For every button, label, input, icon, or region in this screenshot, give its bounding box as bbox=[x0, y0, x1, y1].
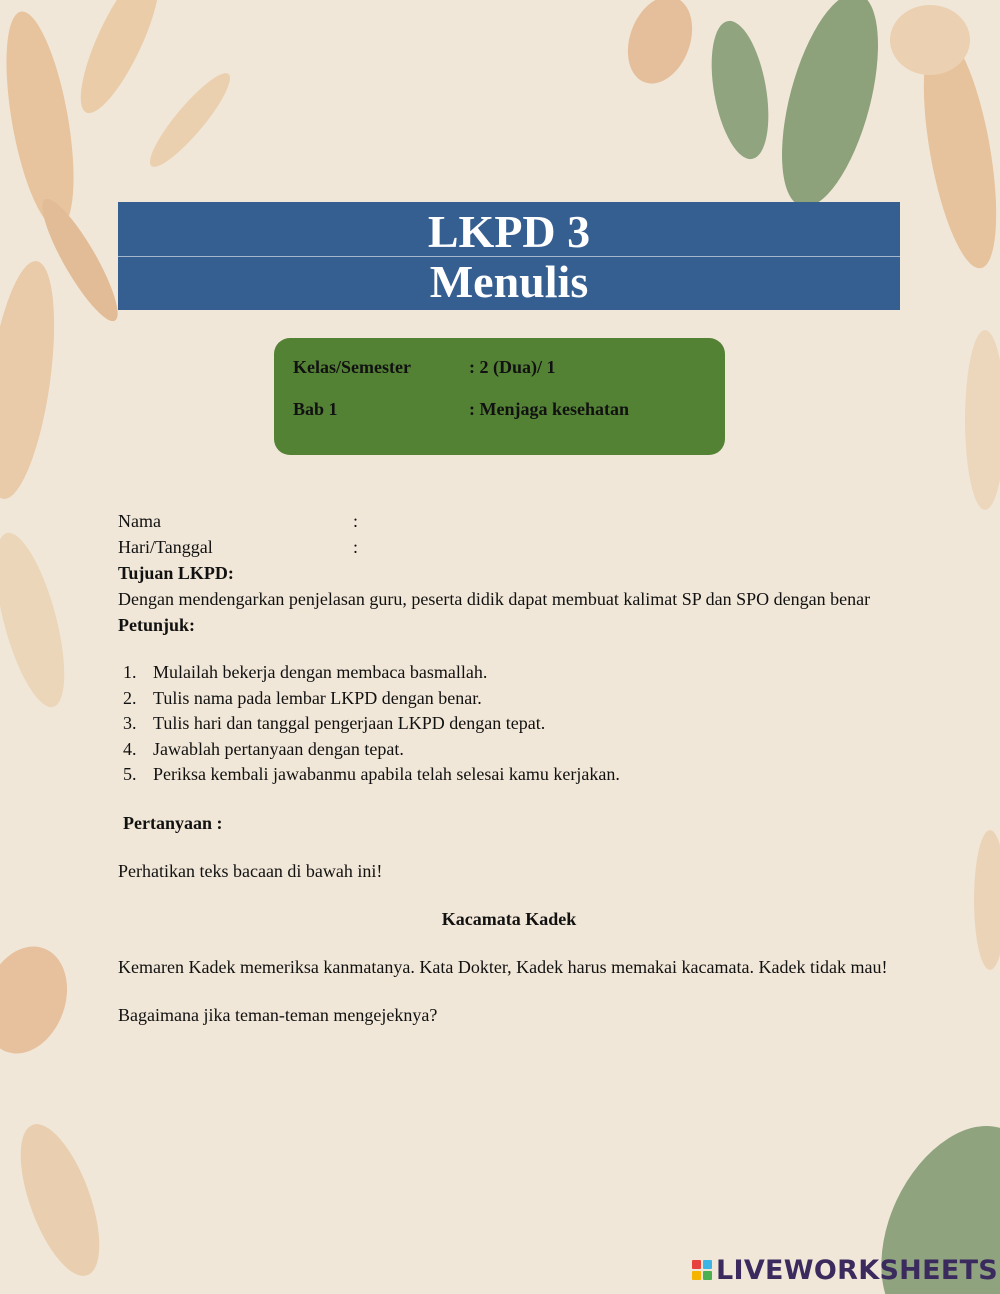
title-lkpd-number: LKPD 3 bbox=[427, 206, 591, 257]
list-item bbox=[118, 660, 900, 686]
story-paragraph: Kemaren Kadek memeriksa kanmatanya. Kata Dokter, Kadek harus memakai kacamata. Kadek tidak mau! bbox=[118, 956, 888, 977]
list-item bbox=[118, 737, 900, 763]
list-item bbox=[118, 686, 900, 712]
field-label: Nama bbox=[118, 511, 161, 531]
list-number: 2. bbox=[123, 687, 137, 708]
title-banner bbox=[118, 202, 900, 310]
info-label: Bab 1 bbox=[293, 399, 338, 419]
class-info-box bbox=[274, 338, 725, 455]
tujuan-text: Dengan mendengarkan penjelasan guru, peserta didik dapat membuat kalimat SP dan SPO dengan benar bbox=[118, 589, 871, 609]
list-item bbox=[118, 762, 900, 788]
field-colon: : bbox=[353, 537, 359, 557]
logo-block bbox=[692, 1271, 701, 1280]
story-title: Kacamata Kadek bbox=[441, 908, 577, 929]
list-text: Mulailah bekerja dengan membaca basmallah. bbox=[153, 662, 488, 682]
list-number: 1. bbox=[123, 662, 137, 682]
list-text: Tulis nama pada lembar LKPD dengan benar. bbox=[153, 687, 482, 708]
title-subject: Menulis bbox=[429, 256, 589, 307]
reading-instruction: Perhatikan teks bacaan di bawah ini! bbox=[118, 860, 383, 881]
petunjuk-heading: Petunjuk: bbox=[118, 615, 196, 635]
pertanyaan-heading: Pertanyaan : bbox=[123, 812, 223, 833]
list-text: Jawablah pertanyaan dengan tepat. bbox=[153, 738, 404, 759]
field-label: Hari/Tanggal bbox=[118, 537, 213, 557]
info-value: : 2 (Dua)/ 1 bbox=[469, 357, 556, 377]
logo-blocks-icon bbox=[692, 1260, 712, 1280]
logo-block bbox=[692, 1260, 701, 1269]
logo-block bbox=[703, 1271, 712, 1280]
info-value: : Menjaga kesehatan bbox=[469, 399, 629, 419]
list-number: 5. bbox=[123, 764, 137, 785]
list-text: Tulis hari dan tanggal pengerjaan LKPD dengan tepat. bbox=[153, 713, 546, 734]
field-colon: : bbox=[353, 511, 359, 531]
list-text: Periksa kembali jawabanmu apabila telah selesai kamu kerjakan. bbox=[153, 764, 620, 785]
list-item bbox=[118, 711, 900, 737]
liveworksheets-logo bbox=[692, 1254, 998, 1286]
logo-block bbox=[703, 1260, 712, 1269]
list-number: 4. bbox=[123, 738, 137, 759]
worksheet-content bbox=[118, 508, 900, 1028]
instruction-list bbox=[118, 660, 900, 788]
list-number: 3. bbox=[123, 713, 137, 734]
tujuan-heading: Tujuan LKPD: bbox=[118, 563, 234, 583]
field-name bbox=[118, 508, 900, 534]
story-paragraph: Bagaimana jika teman-teman mengejeknya? bbox=[118, 1004, 438, 1025]
logo-text: LIVEWORKSHEETS bbox=[716, 1254, 999, 1286]
info-label: Kelas/Semester bbox=[293, 357, 411, 377]
field-date bbox=[118, 534, 900, 560]
